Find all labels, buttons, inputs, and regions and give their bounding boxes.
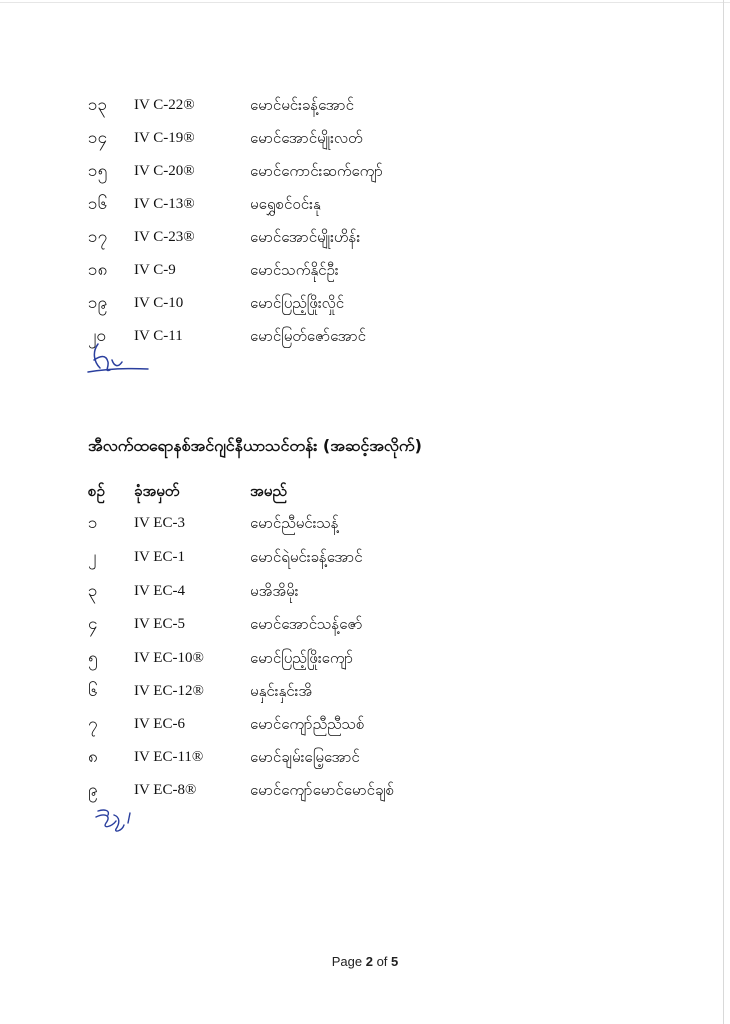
page-footer bbox=[0, 954, 730, 969]
row-number: ၁၅ bbox=[88, 161, 108, 181]
roll-code: IV C-19® bbox=[134, 130, 195, 146]
handwritten-initials-signature bbox=[84, 338, 154, 380]
list-row bbox=[0, 711, 730, 737]
row-number: ၁၄ bbox=[88, 128, 108, 148]
row-number: ၃ bbox=[88, 581, 98, 601]
roll-code: IV EC-8® bbox=[134, 782, 197, 798]
roll-code: IV C-9 bbox=[134, 262, 176, 278]
handwritten-initials-signature bbox=[90, 805, 140, 839]
row-number: ၁၈ bbox=[88, 260, 108, 280]
student-name: မောင်ကျော်ညီညီသစ် bbox=[250, 715, 365, 733]
student-name: မောင်အောင်သန့်ဇော် bbox=[250, 615, 363, 633]
roll-code: IV C-23® bbox=[134, 229, 195, 245]
student-name: မောင်ပြည့်ဖြိုးကျော် bbox=[250, 649, 354, 667]
row-number: ၁၆ bbox=[88, 194, 108, 214]
section-title: အီလက်ထရောနစ်အင်ဂျင်နီယာသင်တန်း (အဆင့်အလိုက်) bbox=[88, 436, 422, 455]
header-name: အမည် bbox=[250, 482, 287, 500]
scan-edge-top bbox=[0, 2, 730, 3]
page-of-word: of bbox=[376, 954, 388, 969]
roll-code: IV C-13® bbox=[134, 196, 195, 212]
list-row bbox=[0, 510, 730, 536]
list-row bbox=[0, 191, 730, 217]
roll-code: IV EC-1 bbox=[134, 549, 185, 565]
student-name: မအိအိမိုး bbox=[250, 582, 299, 600]
student-name: မောင်ပြည့်ဖြိုးလှိုင် bbox=[250, 294, 345, 312]
student-name: မောင်ညီမင်းသန့် bbox=[250, 514, 339, 532]
student-name: မောင်ကောင်းဆက်ကျော် bbox=[250, 162, 383, 180]
student-name: မောင်ရဲမင်းခန့်အောင် bbox=[250, 548, 363, 566]
list-row bbox=[0, 777, 730, 803]
row-number: ၁၃ bbox=[88, 95, 108, 115]
roll-code: IV C-20® bbox=[134, 163, 195, 179]
header-serial: စဥ် bbox=[88, 482, 105, 500]
student-name: မောင်မင်းခန့်အောင် bbox=[250, 96, 354, 114]
page-total: 5 bbox=[391, 954, 399, 969]
student-name: မရွှေစင်ဝင်းနု bbox=[250, 195, 321, 213]
list-row bbox=[0, 578, 730, 604]
roll-code: IV EC-5 bbox=[134, 616, 185, 632]
row-number: ၄ bbox=[88, 614, 98, 634]
list-row bbox=[0, 544, 730, 570]
roll-code: IV EC-10® bbox=[134, 650, 204, 666]
page-word: Page bbox=[331, 954, 363, 969]
list-row bbox=[0, 645, 730, 671]
list-row bbox=[0, 224, 730, 250]
row-number: ၈ bbox=[88, 747, 98, 767]
table-header-row bbox=[0, 478, 730, 504]
list-row bbox=[0, 125, 730, 151]
row-number: ၁ bbox=[88, 513, 98, 533]
row-number: ၇ bbox=[88, 714, 98, 734]
row-number: ၂၀ bbox=[88, 326, 106, 346]
student-name: မောင်ကျော်မောင်မောင်ချစ် bbox=[250, 781, 395, 799]
roll-code: IV C-10 bbox=[134, 295, 184, 311]
roll-code: IV C-11 bbox=[134, 328, 183, 344]
list-row bbox=[0, 678, 730, 704]
list-row bbox=[0, 611, 730, 637]
page-current: 2 bbox=[365, 954, 373, 969]
list-row bbox=[0, 290, 730, 316]
student-name: မောင်အောင်မျိုးဟိန်း bbox=[250, 228, 361, 246]
roll-code: IV EC-4 bbox=[134, 583, 185, 599]
roll-code: IV EC-11® bbox=[134, 749, 204, 765]
list-row bbox=[0, 158, 730, 184]
student-name: မောင်ချမ်းမြေ့အောင် bbox=[250, 748, 360, 766]
student-name: မောင်မြတ်ဇော်အောင် bbox=[250, 327, 366, 345]
student-name: မောင်အောင်မျိုးလတ် bbox=[250, 129, 363, 147]
roll-code: IV EC-3 bbox=[134, 515, 185, 531]
row-number: ၂ bbox=[88, 547, 97, 567]
row-number: ၁၇ bbox=[88, 227, 108, 247]
roll-code: IV EC-12® bbox=[134, 683, 204, 699]
list-row bbox=[0, 92, 730, 118]
header-roll: ခုံအမှတ် bbox=[134, 482, 180, 500]
row-number: ၅ bbox=[88, 648, 98, 668]
row-number: ၆ bbox=[88, 681, 98, 701]
student-name: မနှင်းနှင်းအိ bbox=[250, 682, 313, 700]
student-name: မောင်သက်နိုင်ဦး bbox=[250, 261, 339, 279]
roll-code: IV EC-6 bbox=[134, 716, 185, 732]
list-row bbox=[0, 257, 730, 283]
row-number: ၉ bbox=[88, 780, 98, 800]
list-row bbox=[0, 744, 730, 770]
roll-code: IV C-22® bbox=[134, 97, 195, 113]
row-number: ၁၉ bbox=[88, 293, 108, 313]
